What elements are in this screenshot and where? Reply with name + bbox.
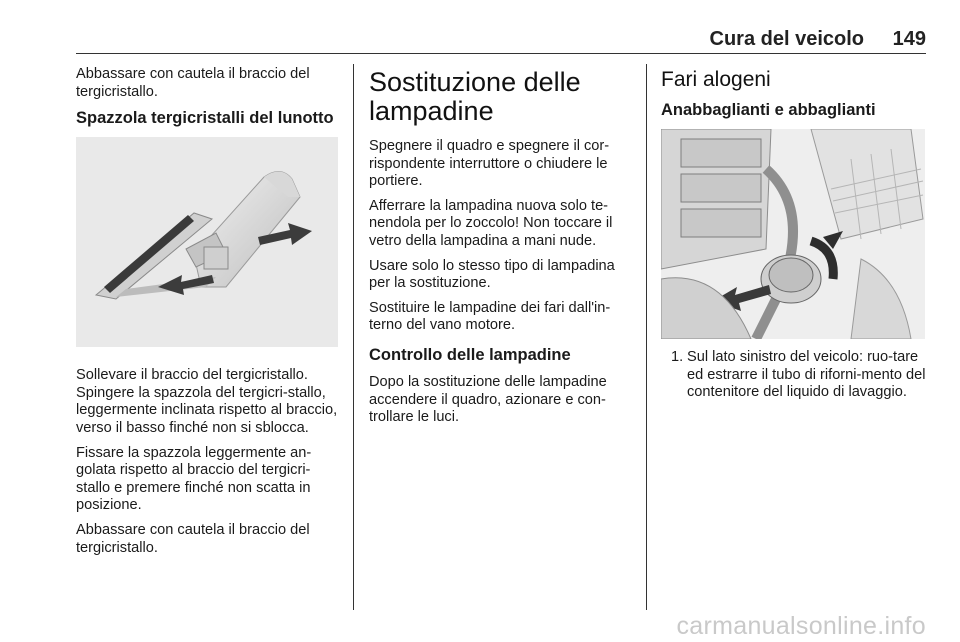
paragraph: Abbassare con cautela il braccio del tergicristallo. (76, 521, 310, 556)
chapter-heading: Fari alogeni (661, 68, 771, 91)
chapter-heading: Sostituzione delle lampadine (369, 67, 581, 126)
paragraph: Afferrare la lampadina nuova solo te-nendola per lo zoccolo! Non toccare il vetro della lampadina a mani nude. (369, 197, 613, 249)
page-header (76, 28, 926, 50)
subsection-heading: Anabbaglianti e abbaglianti (661, 101, 876, 119)
paragraph: Sostituire le lampadine dei fari dall'in-terno del vano motore. (369, 299, 611, 334)
page-number: 149 (892, 28, 926, 50)
column-right (661, 66, 927, 402)
paragraph: Usare solo lo stesso tipo di lampadina per la sostituzione. (369, 257, 615, 292)
section-heading: Spazzola tergicristalli del lunotto (76, 109, 334, 128)
column-divider (353, 64, 354, 610)
paragraph: Fissare la spazzola leggermente an-golata rispetto al braccio del tergicri-stallo e premere finché non scatta in posizione. (76, 444, 312, 514)
subsection-heading: Controllo delle lampadine (369, 345, 571, 364)
step-number: 1. (671, 349, 684, 365)
engine-bay-illustration (661, 129, 925, 339)
watermark: carmanualsonline.info (676, 612, 926, 640)
header-rule (76, 53, 926, 54)
section-title: Cura del veicolo (709, 28, 864, 50)
paragraph: Sollevare il braccio del tergicristallo. Spingere la spazzola del tergicri-stallo, leggermente inclinata rispetto al braccio, verso il basso finché non si sblocca. (76, 367, 338, 436)
column-left (76, 66, 338, 564)
list-item (661, 349, 927, 402)
paragraph: Spegnere il quadro e spegnere il cor-rispondente interruttore o chiudere le portiere. (369, 138, 610, 190)
step-text: Sul lato sinistro del veicolo: ruo-tare ed estrarre il tubo di riforni-mento del contenitore del liquido di lavaggio. (687, 349, 926, 401)
paragraph: Dopo la sostituzione delle lampadine accendere il quadro, azionare e con-trollare le luci. (369, 373, 607, 426)
intro-paragraph: Abbassare con cautela il braccio del tergicristallo. (76, 66, 310, 100)
rear-wiper-illustration (76, 137, 338, 347)
column-middle (369, 66, 633, 434)
column-divider (646, 64, 647, 610)
